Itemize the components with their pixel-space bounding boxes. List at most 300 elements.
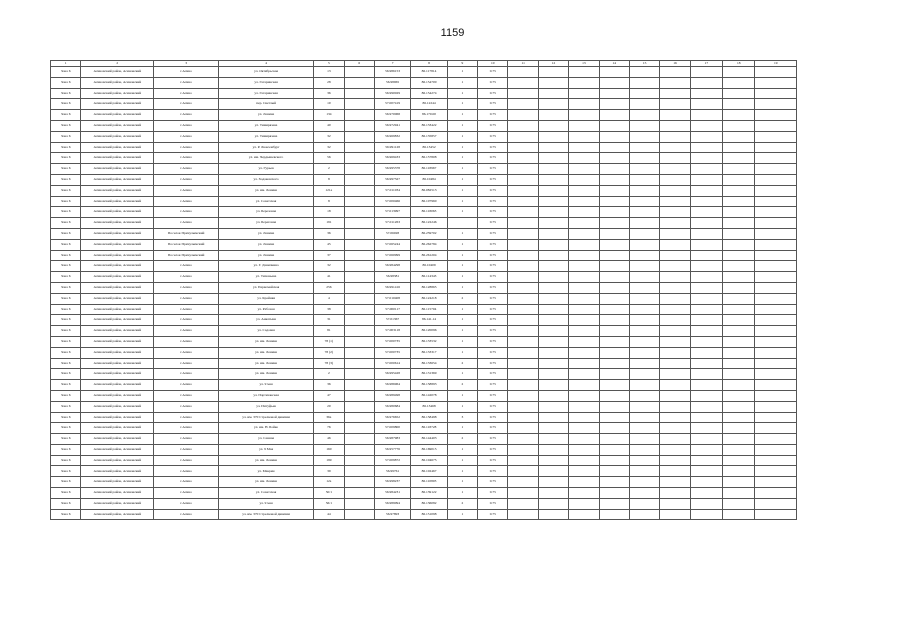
empty-cell xyxy=(755,77,797,88)
empty-cell xyxy=(508,434,538,445)
count-cell: 1 xyxy=(447,466,477,477)
empty-cell xyxy=(629,347,659,358)
locality-cell: г.Асино xyxy=(154,164,219,175)
empty-cell xyxy=(538,207,568,218)
empty-cell xyxy=(569,347,599,358)
latitude-cell: 57.007419 xyxy=(374,99,410,110)
empty-cell xyxy=(569,498,599,509)
empty-cell xyxy=(723,509,755,520)
house-cell: 56/1 xyxy=(314,498,344,509)
empty-cell xyxy=(538,110,568,121)
count-cell: 1 xyxy=(447,131,477,142)
table-row xyxy=(51,326,797,337)
latitude-cell: 57.003118 xyxy=(374,326,410,337)
table-row xyxy=(51,142,797,153)
locality-cell: г.Асино xyxy=(154,153,219,164)
column-header-13: 13 xyxy=(569,61,599,67)
empty-cell xyxy=(508,498,538,509)
volume-cell: 0.75 xyxy=(478,326,508,337)
locality-cell: г.Асино xyxy=(154,131,219,142)
street-cell: ул. Ленина xyxy=(219,239,314,250)
empty-cell xyxy=(344,315,374,326)
district-cell: Асиновский район, Асиновский xyxy=(81,77,154,88)
volume-cell: 0.75 xyxy=(478,315,508,326)
house-cell: 47 xyxy=(314,390,344,401)
volume-cell: 0.75 xyxy=(478,304,508,315)
count-cell: 1 xyxy=(447,250,477,261)
table-row xyxy=(51,110,797,121)
empty-cell xyxy=(690,466,722,477)
count-cell: 1 xyxy=(447,272,477,283)
column-header-6: 6 xyxy=(344,61,374,67)
latitude-cell: 57.000466 xyxy=(374,196,410,207)
volume-cell: 0.75 xyxy=(478,207,508,218)
latitude-cell: 56.99761 xyxy=(374,466,410,477)
empty-cell xyxy=(690,250,722,261)
empty-cell xyxy=(569,336,599,347)
house-cell: 36 xyxy=(314,228,344,239)
empty-cell xyxy=(690,142,722,153)
empty-cell xyxy=(569,423,599,434)
empty-cell xyxy=(629,88,659,99)
empty-cell xyxy=(569,390,599,401)
empty-cell xyxy=(599,239,629,250)
empty-cell xyxy=(755,174,797,185)
empty-cell xyxy=(569,142,599,153)
longitude-cell: 86.128865 xyxy=(411,282,447,293)
zone-cell: Зона 6 xyxy=(51,272,81,283)
empty-cell xyxy=(599,423,629,434)
volume-cell: 0.75 xyxy=(478,498,508,509)
empty-cell xyxy=(723,120,755,131)
empty-cell xyxy=(508,304,538,315)
count-cell: 2 xyxy=(447,358,477,369)
empty-cell xyxy=(538,347,568,358)
empty-cell xyxy=(538,304,568,315)
locality-cell: г.Асино xyxy=(154,412,219,423)
empty-cell xyxy=(599,110,629,121)
zone-cell: Зона 6 xyxy=(51,326,81,337)
empty-cell xyxy=(690,228,722,239)
empty-cell xyxy=(344,444,374,455)
empty-cell xyxy=(538,412,568,423)
zone-cell: Зона 6 xyxy=(51,110,81,121)
count-cell: 1 xyxy=(447,282,477,293)
empty-cell xyxy=(569,174,599,185)
empty-cell xyxy=(508,110,538,121)
locality-cell: г.Асино xyxy=(154,99,219,110)
empty-cell xyxy=(660,390,690,401)
street-cell: ул. им. Н. Бойко xyxy=(219,423,314,434)
count-cell: 1 xyxy=(447,110,477,121)
district-cell: Асиновский район, Асиновский xyxy=(81,164,154,175)
count-cell: 1 xyxy=(447,423,477,434)
empty-cell xyxy=(755,369,797,380)
empty-cell xyxy=(538,434,568,445)
house-cell: 18 xyxy=(314,207,344,218)
empty-cell xyxy=(629,423,659,434)
empty-cell xyxy=(755,110,797,121)
empty-cell xyxy=(599,455,629,466)
street-cell: ул. 9 мая xyxy=(219,380,314,391)
street-cell: ул. Гагаринская xyxy=(219,88,314,99)
locality-cell: г.Асино xyxy=(154,272,219,283)
empty-cell xyxy=(723,358,755,369)
empty-cell xyxy=(690,99,722,110)
empty-cell xyxy=(660,434,690,445)
empty-cell xyxy=(599,509,629,520)
empty-cell xyxy=(344,207,374,218)
empty-cell xyxy=(599,196,629,207)
count-cell: 3 xyxy=(447,412,477,423)
empty-cell xyxy=(538,261,568,272)
empty-cell xyxy=(344,88,374,99)
empty-cell xyxy=(344,455,374,466)
count-cell: 1 xyxy=(447,261,477,272)
table-row xyxy=(51,390,797,401)
empty-cell xyxy=(690,380,722,391)
district-cell: Асиновский район, Асиновский xyxy=(81,261,154,272)
latitude-cell: 57.009800 xyxy=(374,423,410,434)
house-cell: 37 xyxy=(314,250,344,261)
empty-cell xyxy=(755,153,797,164)
volume-cell: 0.75 xyxy=(478,77,508,88)
house-cell: 32 xyxy=(314,261,344,272)
district-cell: Асиновский район, Асиновский xyxy=(81,488,154,499)
empty-cell xyxy=(690,455,722,466)
empty-cell xyxy=(344,326,374,337)
empty-cell xyxy=(629,466,659,477)
table-row xyxy=(51,218,797,229)
count-cell: 1 xyxy=(447,509,477,520)
empty-cell xyxy=(508,282,538,293)
empty-cell xyxy=(569,153,599,164)
district-cell: Асиновский район, Асиновский xyxy=(81,358,154,369)
street-cell: ул. Партизанская xyxy=(219,390,314,401)
locality-cell: г.Асино xyxy=(154,347,219,358)
empty-cell xyxy=(690,477,722,488)
empty-cell xyxy=(755,477,797,488)
locality-cell: г.Асино xyxy=(154,67,219,78)
empty-cell xyxy=(690,218,722,229)
locality-cell: г.Асино xyxy=(154,488,219,499)
longitude-cell: 86.110803 xyxy=(411,477,447,488)
container-sites-table xyxy=(50,60,797,520)
street-cell: ул. им. Ленина xyxy=(219,185,314,196)
empty-cell xyxy=(599,466,629,477)
latitude-cell: 56.990029 xyxy=(374,88,410,99)
count-cell: 1 xyxy=(447,488,477,499)
empty-cell xyxy=(660,488,690,499)
empty-cell xyxy=(599,88,629,99)
count-cell: 1 xyxy=(447,228,477,239)
empty-cell xyxy=(599,250,629,261)
empty-cell xyxy=(569,131,599,142)
empty-cell xyxy=(723,207,755,218)
locality-cell: г.Асино xyxy=(154,120,219,131)
empty-cell xyxy=(599,369,629,380)
count-cell: 1 xyxy=(447,77,477,88)
table-body xyxy=(51,67,797,520)
empty-cell xyxy=(723,380,755,391)
volume-cell: 0.75 xyxy=(478,196,508,207)
longitude-cell: 86.118728 xyxy=(411,423,447,434)
district-cell: Асиновский район, Асиновский xyxy=(81,272,154,283)
empty-cell xyxy=(690,369,722,380)
longitude-cell: 86.118063 xyxy=(411,207,447,218)
district-cell: Асиновский район, Асиновский xyxy=(81,131,154,142)
empty-cell xyxy=(508,423,538,434)
longitude-cell: 86.124218 xyxy=(411,293,447,304)
empty-cell xyxy=(755,380,797,391)
longitude-cell: 86.117814 xyxy=(411,67,447,78)
house-cell: 2 xyxy=(314,164,344,175)
empty-cell xyxy=(629,293,659,304)
longitude-cell: 86.133654 xyxy=(411,358,447,369)
empty-cell xyxy=(508,347,538,358)
empty-cell xyxy=(690,77,722,88)
street-cell: ул. Тимирязева xyxy=(219,120,314,131)
longitude-cell: 86.120096 xyxy=(411,326,447,337)
empty-cell xyxy=(660,153,690,164)
empty-cell xyxy=(538,358,568,369)
empty-cell xyxy=(755,282,797,293)
count-cell: 2 xyxy=(447,380,477,391)
empty-cell xyxy=(660,304,690,315)
empty-cell xyxy=(569,380,599,391)
volume-cell: 0.75 xyxy=(478,142,508,153)
empty-cell xyxy=(538,315,568,326)
empty-cell xyxy=(508,293,538,304)
empty-cell xyxy=(660,509,690,520)
empty-cell xyxy=(599,207,629,218)
empty-cell xyxy=(508,142,538,153)
zone-cell: Зона 6 xyxy=(51,488,81,499)
empty-cell xyxy=(538,488,568,499)
volume-cell: 0.75 xyxy=(478,239,508,250)
table-row xyxy=(51,477,797,488)
empty-cell xyxy=(690,164,722,175)
empty-cell xyxy=(344,369,374,380)
empty-cell xyxy=(538,509,568,520)
empty-cell xyxy=(629,261,659,272)
locality-cell: г.Асино xyxy=(154,77,219,88)
volume-cell: 0.75 xyxy=(478,164,508,175)
count-cell xyxy=(447,218,477,229)
empty-cell xyxy=(508,196,538,207)
empty-cell xyxy=(599,304,629,315)
empty-cell xyxy=(599,401,629,412)
volume-cell: 0.75 xyxy=(478,412,508,423)
table-row xyxy=(51,347,797,358)
latitude-cell: 56.98965 xyxy=(374,77,410,88)
longitude-cell: 86.158893 xyxy=(411,380,447,391)
volume-cell: 0.75 xyxy=(478,131,508,142)
zone-cell: Зона 6 xyxy=(51,196,81,207)
empty-cell xyxy=(723,261,755,272)
empty-cell xyxy=(690,358,722,369)
empty-cell xyxy=(755,164,797,175)
empty-cell xyxy=(755,444,797,455)
column-header-9: 9 xyxy=(447,61,477,67)
empty-cell xyxy=(723,142,755,153)
volume-cell: 0.75 xyxy=(478,272,508,283)
column-header-5: 5 xyxy=(314,61,344,67)
empty-cell xyxy=(569,369,599,380)
empty-cell xyxy=(629,99,659,110)
column-header-10: 10 xyxy=(478,61,508,67)
empty-cell xyxy=(344,196,374,207)
locality-cell: г.Асино xyxy=(154,196,219,207)
column-header-15: 15 xyxy=(629,61,659,67)
zone-cell: Зона 6 xyxy=(51,282,81,293)
empty-cell xyxy=(599,142,629,153)
volume-cell: 0.75 xyxy=(478,466,508,477)
empty-cell xyxy=(538,77,568,88)
empty-cell xyxy=(660,477,690,488)
column-header-12: 12 xyxy=(538,61,568,67)
empty-cell xyxy=(508,250,538,261)
column-header-19: 19 xyxy=(755,61,797,67)
empty-cell xyxy=(344,131,374,142)
district-cell: Асиновский район, Асиновский xyxy=(81,336,154,347)
longitude-cell: 86.118967 xyxy=(411,164,447,175)
empty-cell xyxy=(508,207,538,218)
empty-cell xyxy=(690,153,722,164)
empty-cell xyxy=(723,477,755,488)
empty-cell xyxy=(538,131,568,142)
empty-cell xyxy=(599,153,629,164)
empty-cell xyxy=(629,444,659,455)
zone-cell: Зона 6 xyxy=(51,142,81,153)
street-cell: ул. Г. Данилкина xyxy=(219,261,314,272)
empty-cell xyxy=(723,304,755,315)
empty-cell xyxy=(755,207,797,218)
empty-cell xyxy=(690,347,722,358)
latitude-cell: 57.065244 xyxy=(374,239,410,250)
table-row xyxy=(51,369,797,380)
zone-cell: Зона 6 xyxy=(51,131,81,142)
empty-cell xyxy=(508,218,538,229)
empty-cell xyxy=(723,67,755,78)
empty-cell xyxy=(569,207,599,218)
district-cell: Асиновский район, Асиновский xyxy=(81,369,154,380)
empty-cell xyxy=(755,261,797,272)
empty-cell xyxy=(629,380,659,391)
empty-cell xyxy=(569,358,599,369)
street-cell: ул. Береговая xyxy=(219,218,314,229)
house-cell: 78 (2) xyxy=(314,347,344,358)
empty-cell xyxy=(599,347,629,358)
count-cell: 1 xyxy=(447,304,477,315)
street-cell: ул. им. Чердышевского xyxy=(219,153,314,164)
count-cell: 1 xyxy=(447,477,477,488)
table-row xyxy=(51,455,797,466)
district-cell: Асиновский район, Асиновский xyxy=(81,304,154,315)
locality-cell: г.Асино xyxy=(154,401,219,412)
empty-cell xyxy=(599,174,629,185)
latitude-cell: 56.97893 xyxy=(374,509,410,520)
house-cell: 45 xyxy=(314,239,344,250)
empty-cell xyxy=(660,174,690,185)
empty-cell xyxy=(344,412,374,423)
latitude-cell: 57.011263 xyxy=(374,218,410,229)
longitude-cell: 86.133532 xyxy=(411,336,447,347)
latitude-cell: 56.991128 xyxy=(374,142,410,153)
empty-cell xyxy=(660,218,690,229)
locality-cell: г.Асино xyxy=(154,174,219,185)
column-header-8: 8 xyxy=(411,61,447,67)
column-header-4: 4 xyxy=(219,61,314,67)
column-header-7: 7 xyxy=(374,61,410,67)
district-cell: Асиновский район, Асиновский xyxy=(81,444,154,455)
empty-cell xyxy=(569,293,599,304)
zone-cell: Зона 6 xyxy=(51,423,81,434)
locality-cell: г.Асино xyxy=(154,293,219,304)
zone-cell: Зона 6 xyxy=(51,390,81,401)
empty-cell xyxy=(538,466,568,477)
empty-cell xyxy=(660,142,690,153)
empty-cell xyxy=(508,336,538,347)
empty-cell xyxy=(755,423,797,434)
longitude-cell: 86.158498 xyxy=(411,412,447,423)
empty-cell xyxy=(599,282,629,293)
house-cell: 38 xyxy=(314,304,344,315)
empty-cell xyxy=(660,207,690,218)
empty-cell xyxy=(599,498,629,509)
empty-cell xyxy=(660,423,690,434)
empty-cell xyxy=(344,380,374,391)
latitude-cell: 56.986964 xyxy=(374,380,410,391)
latitude-cell: 56.995428 xyxy=(374,369,410,380)
district-cell: Асиновский район, Асиновский xyxy=(81,250,154,261)
locality-cell: г.Асино xyxy=(154,261,219,272)
column-header-3: 3 xyxy=(154,61,219,67)
page-number: 1159 xyxy=(440,27,465,39)
empty-cell xyxy=(723,423,755,434)
empty-cell xyxy=(723,444,755,455)
empty-cell xyxy=(723,326,755,337)
empty-cell xyxy=(723,196,755,207)
locality-cell: г.Асино xyxy=(154,315,219,326)
house-cell: 256 xyxy=(314,282,344,293)
empty-cell xyxy=(690,423,722,434)
latitude-cell: 57.011034 xyxy=(374,185,410,196)
empty-cell xyxy=(538,455,568,466)
empty-cell xyxy=(690,261,722,272)
count-cell: 1 xyxy=(447,88,477,99)
empty-cell xyxy=(629,455,659,466)
empty-cell xyxy=(629,272,659,283)
empty-cell xyxy=(755,120,797,131)
district-cell: Асиновский район, Асиновский xyxy=(81,477,154,488)
table-row xyxy=(51,228,797,239)
latitude-cell: 56.969832 xyxy=(374,131,410,142)
zone-cell: Зона 6 xyxy=(51,380,81,391)
latitude-cell: 56.987983 xyxy=(374,434,410,445)
empty-cell xyxy=(723,466,755,477)
empty-cell xyxy=(538,174,568,185)
empty-cell xyxy=(723,455,755,466)
volume-cell: 0.75 xyxy=(478,369,508,380)
longitude-cell: 86.10484 xyxy=(411,174,447,185)
latitude-cell: 56.989094 xyxy=(374,498,410,509)
street-cell: ул. Ленина xyxy=(219,110,314,121)
zone-cell: Зона 6 xyxy=(51,509,81,520)
house-cell: 36а xyxy=(314,412,344,423)
longitude-cell: 86.259702 xyxy=(411,228,447,239)
empty-cell xyxy=(569,304,599,315)
